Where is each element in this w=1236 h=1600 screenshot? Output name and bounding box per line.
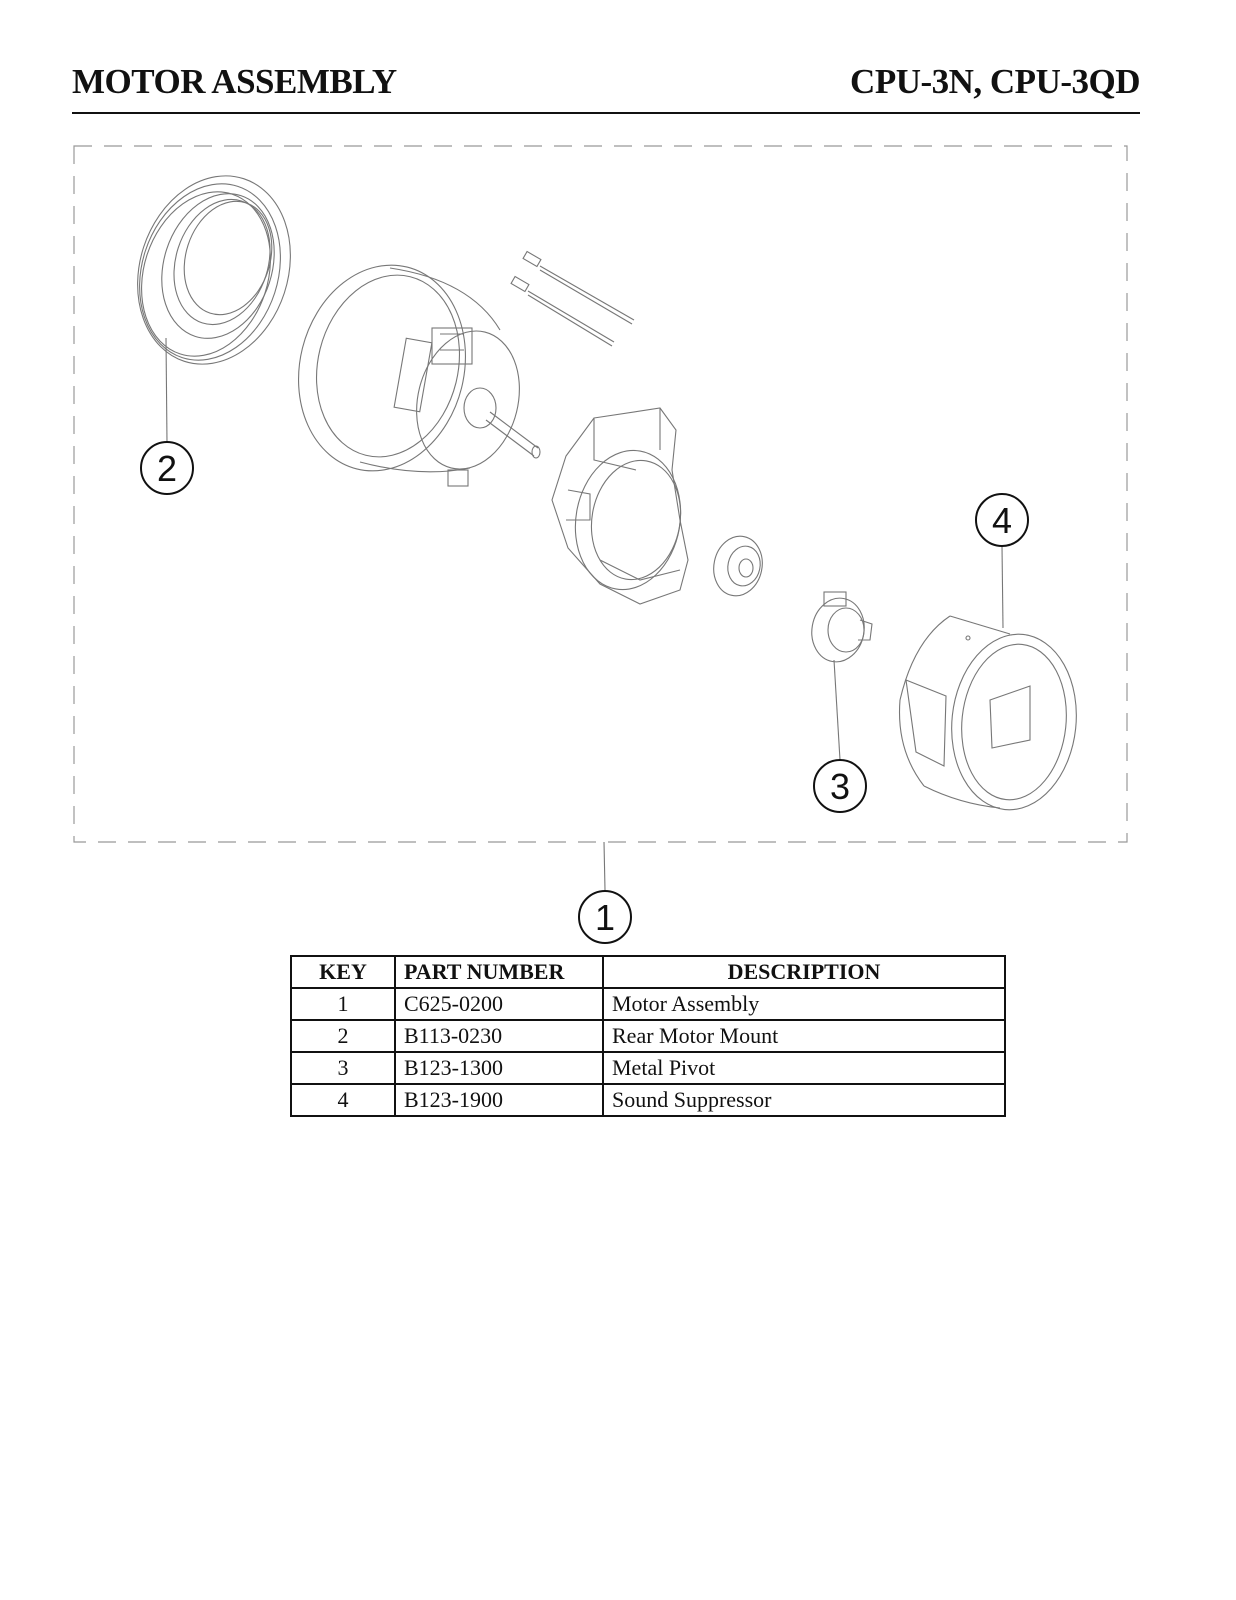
callout-balloon-4 [976,494,1028,546]
rear-motor-mount-drawing [114,156,314,384]
column-header-key: KEY [291,956,395,988]
parts-table [290,955,1006,1117]
callout-balloon-3 [814,760,866,812]
cell-part-number: B123-1900 [395,1084,603,1116]
callout-label-2: 2 [156,448,178,489]
cell-description: Motor Assembly [603,988,1005,1020]
cell-description: Rear Motor Mount [603,1020,1005,1052]
cell-part-number: C625-0200 [395,988,603,1020]
cell-key: 1 [291,988,395,1020]
table-header-row [291,956,1005,988]
table-row [291,1020,1005,1052]
leader-lines [166,338,1003,890]
table-row [291,988,1005,1020]
model-numbers: CPU-3N, CPU-3QD [850,62,1140,101]
table-row [291,1084,1005,1116]
cell-description: Sound Suppressor [603,1084,1005,1116]
cell-key: 3 [291,1052,395,1084]
column-header-part-number: PART NUMBER [395,956,603,988]
metal-pivot-drawing [807,592,872,666]
cell-part-number: B123-1300 [395,1052,603,1084]
cell-key: 4 [291,1084,395,1116]
callout-label-3: 3 [829,766,851,807]
assembly-boundary [74,146,1127,842]
callout-balloon-1 [579,891,631,943]
cell-key: 2 [291,1020,395,1052]
table-row [291,1052,1005,1084]
sound-suppressor-drawing [900,616,1085,816]
column-header-description: DESCRIPTION [603,956,1005,988]
motor-body-drawing [277,247,540,488]
cell-description: Metal Pivot [603,1052,1005,1084]
callout-label-4: 4 [991,500,1013,541]
motor-bracket-drawing [552,408,691,604]
bushing-drawing [708,532,767,601]
cell-part-number: B113-0230 [395,1020,603,1052]
callout-label-1: 1 [594,897,616,938]
callout-balloon-2 [141,442,193,494]
page-title: MOTOR ASSEMBLY [72,62,397,101]
wire-leads-drawing [511,252,634,346]
